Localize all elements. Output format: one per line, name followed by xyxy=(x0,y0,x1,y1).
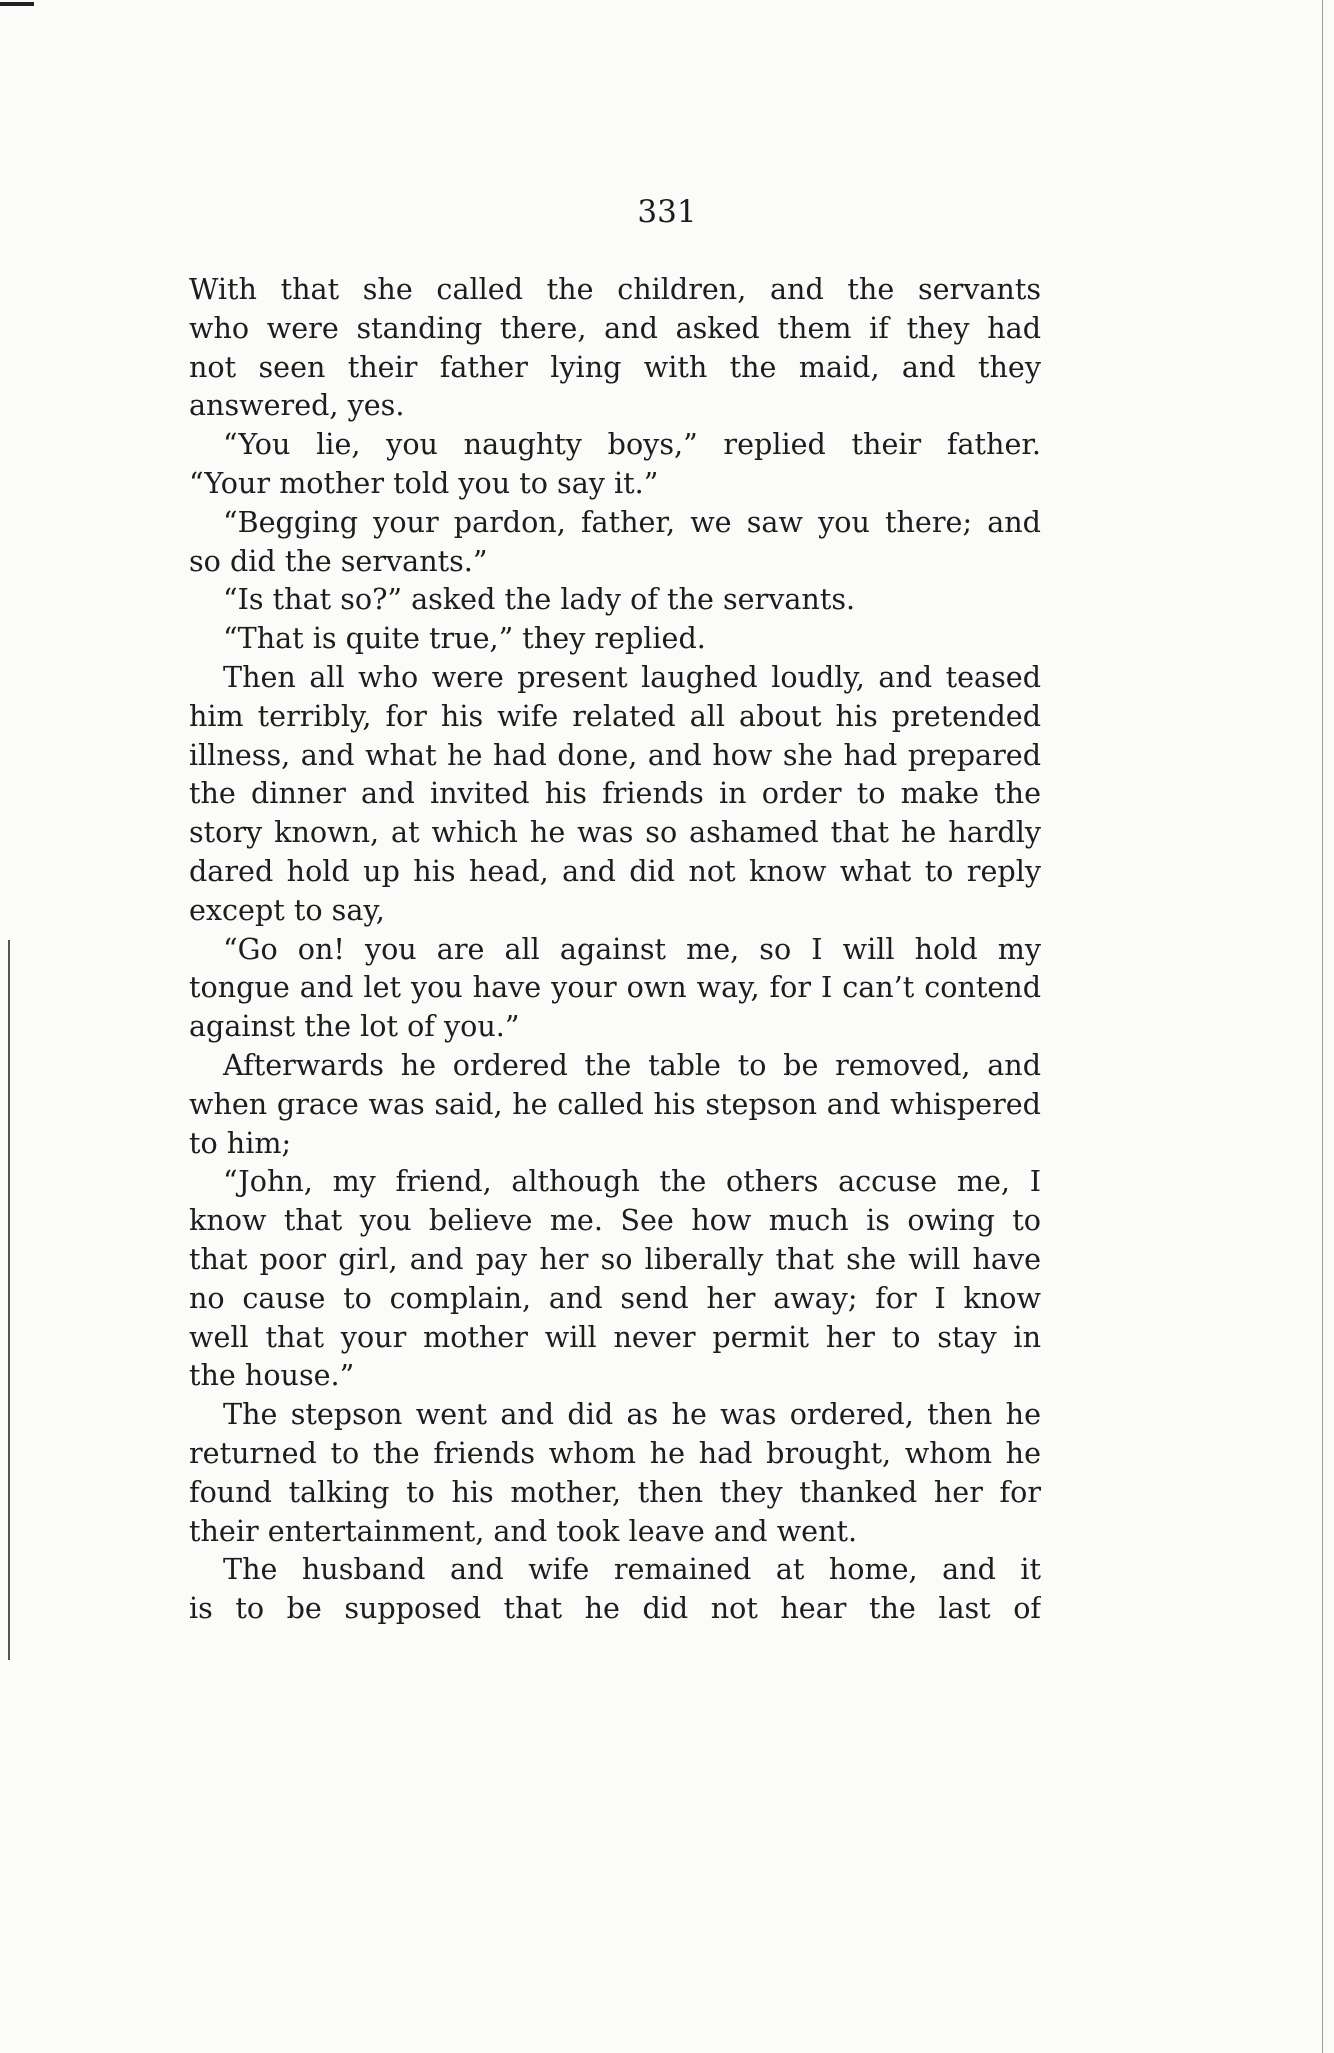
page-number: 331 xyxy=(637,194,697,230)
text-line: illness, and what he had done, and how she had prepared xyxy=(189,737,1041,772)
text-line: the dinner and invited his friends in order to make the xyxy=(189,776,1041,811)
scan-corner-mark xyxy=(0,2,34,6)
scan-edge-rule-right xyxy=(1322,0,1323,2053)
text-line: when grace was said, he called his stepson and whispered xyxy=(189,1086,1041,1121)
text-line: “Is that so?” asked the lady of the servants. xyxy=(223,582,856,617)
text-line: tongue and let you have your own way, for I can’t contend xyxy=(189,970,1041,1005)
text-line: not seen their father lying with the maid, and they xyxy=(189,349,1041,384)
text-line: well that your mother will never permit her to stay in xyxy=(189,1319,1041,1354)
text-line: him terribly, for his wife related all about his pretended xyxy=(189,698,1041,733)
text-line: their entertainment, and took leave and went. xyxy=(189,1513,858,1548)
text-line: Afterwards he ordered the table to be removed, and xyxy=(223,1047,1041,1082)
text-line: know that you believe me. See how much is owing to xyxy=(189,1203,1041,1238)
text-line: “You lie, you naughty boys,” replied their father. xyxy=(223,427,1041,462)
text-line: except to say, xyxy=(189,892,385,927)
text-line: who were standing there, and asked them if they had xyxy=(189,310,1041,345)
text-line: dared hold up his head, and did not know what to reply xyxy=(189,853,1041,888)
text-line: The husband and wife remained at home, and it xyxy=(223,1552,1041,1587)
text-line: so did the servants.” xyxy=(189,543,488,578)
text-line: With that she called the children, and the servants xyxy=(189,272,1041,306)
scan-edge-rule-left xyxy=(8,940,10,1660)
text-line: answered, yes. xyxy=(189,388,405,423)
text-line: “Begging your pardon, father, we saw you there; and xyxy=(223,504,1041,539)
text-line: the house.” xyxy=(189,1358,355,1393)
text-line: “John, my friend, although the others accuse me, I xyxy=(223,1164,1041,1199)
text-line: The stepson went and did as he was ordered, then he xyxy=(223,1397,1041,1432)
text-line: no cause to complain, and send her away; for I know xyxy=(189,1280,1041,1315)
text-line: to him; xyxy=(189,1125,292,1160)
text-line: Then all who were present laughed loudly, and teased xyxy=(223,659,1041,694)
text-line: returned to the friends whom he had brought, whom he xyxy=(189,1435,1041,1470)
text-line: “Go on! you are all against me, so I will hold my xyxy=(223,931,1041,966)
text-line: against the lot of you.” xyxy=(189,1009,520,1044)
text-line: is to be supposed that he did not hear the last of xyxy=(189,1591,1041,1626)
text-line: that poor girl, and pay her so liberally that she will have xyxy=(189,1241,1041,1276)
text-line: story known, at which he was so ashamed that he hardly xyxy=(189,815,1041,850)
text-line: found talking to his mother, then they thanked her for xyxy=(189,1474,1041,1509)
text-line: “That is quite true,” they replied. xyxy=(223,621,706,656)
body-text xyxy=(189,270,1041,1628)
text-line: “Your mother told you to say it.” xyxy=(189,465,659,500)
